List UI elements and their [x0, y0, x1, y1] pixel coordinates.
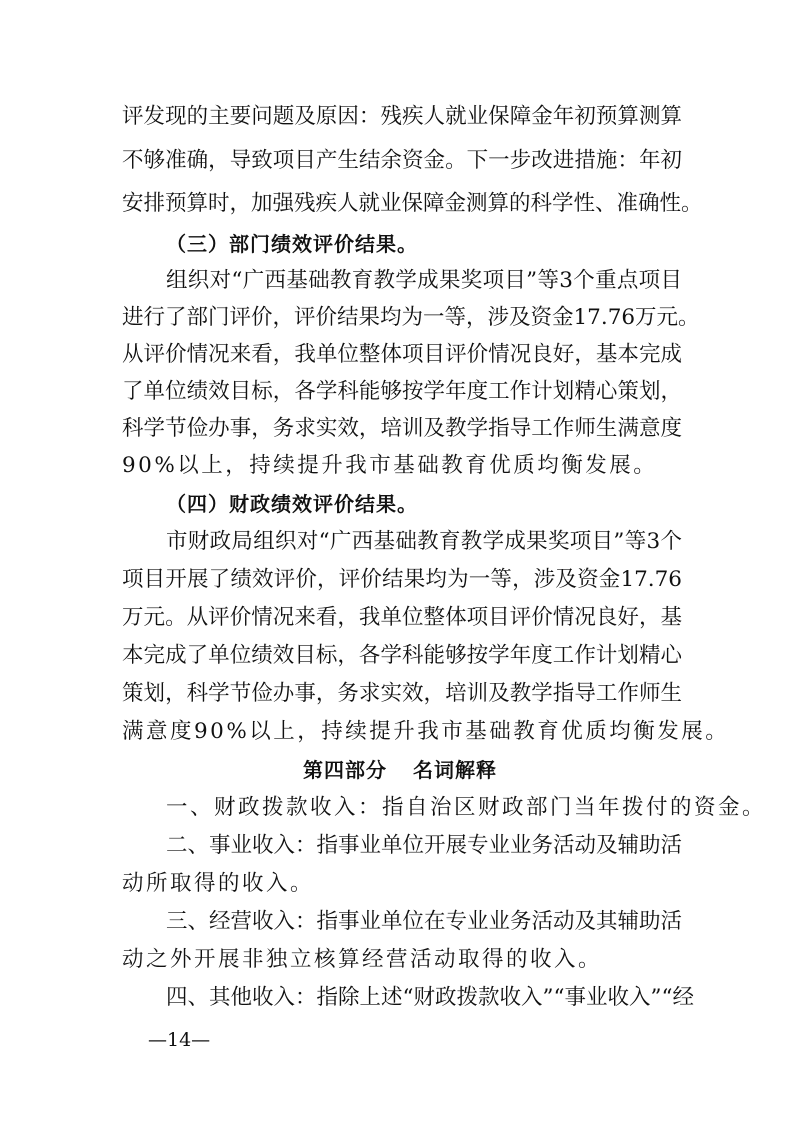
- paragraph-line: 90%以上，持续提升我市基础教育优质均衡发展。: [122, 453, 658, 478]
- part-title: [0, 752, 800, 788]
- paragraph-line: 满意度90%以上，持续提升我市基础教育优质均衡发展。: [122, 719, 730, 744]
- paragraph-line: 组织对“广西基础教育教学成果奖项目”等3个重点项目: [166, 268, 682, 293]
- glossary-item-1: 一、财政拨款收入：指自治区财政部门当年拨付的资金。: [166, 795, 767, 820]
- glossary-item-3-cont: 动之外开展非独立核算经营活动取得的收入。: [122, 947, 603, 972]
- paragraph-line: 安排预算时，加强残疾人就业保障金测算的科学性、准确性。: [122, 191, 703, 216]
- paragraph-line: 市财政局组织对“广西基础教育教学成果奖项目”等3个: [166, 529, 682, 554]
- glossary-item-3: 三、经营收入：指事业单位在专业业务活动及其辅助活: [166, 909, 683, 934]
- paragraph-line: 评发现的主要问题及原因：残疾人就业保障金年初预算测算: [122, 104, 682, 129]
- part-title-number: 第四部分: [303, 758, 387, 782]
- paragraph-line: 进行了部门评价，评价结果均为一等，涉及资金17.76万元。: [122, 305, 700, 330]
- paragraph-line: 不够准确，导致项目产生结余资金。下一步改进措施：年初: [122, 148, 682, 173]
- part-title-name: 名词解释: [413, 758, 497, 782]
- paragraph-line: 了单位绩效目标，各学科能够按学年度工作计划精心策划，: [122, 379, 682, 404]
- paragraph-line: 策划，科学节俭办事，务求实效，培训及教学指导工作师生: [122, 681, 682, 706]
- paragraph-line: 从评价情况来看，我单位整体项目评价情况良好，基本完成: [122, 342, 682, 367]
- section-heading-3: （三）部门绩效评价结果。: [166, 232, 418, 256]
- paragraph-line: 项目开展了绩效评价，评价结果均为一等，涉及资金17.76: [122, 567, 682, 592]
- paragraph-line: 本完成了单位绩效目标，各学科能够按学年度工作计划精心: [122, 643, 682, 668]
- page-number: —14—: [148, 1029, 211, 1051]
- paragraph-line: 科学节俭办事，务求实效，培训及教学指导工作师生满意度: [122, 416, 682, 441]
- glossary-item-2: 二、事业收入：指事业单位开展专业业务活动及辅助活: [166, 833, 683, 858]
- glossary-item-2-cont: 动所取得的收入。: [122, 871, 315, 896]
- section-heading-4: （四）财政绩效评价结果。: [166, 492, 418, 516]
- glossary-item-4: 四、其他收入：指除上述“财政拨款收入”“事业收入”“经: [166, 985, 694, 1010]
- paragraph-line: 万元。从评价情况来看，我单位整体项目评价情况良好，基: [122, 605, 682, 630]
